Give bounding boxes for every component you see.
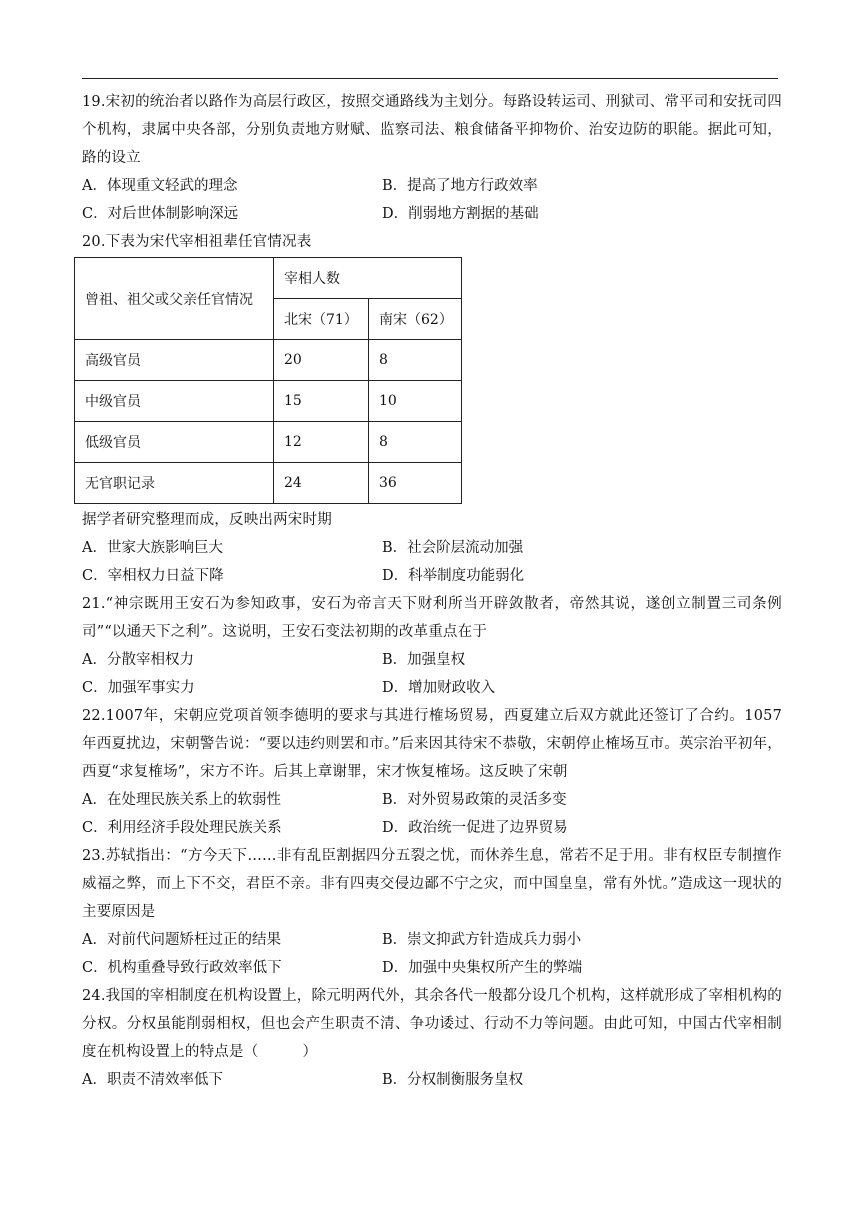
table-cell-label: 低级官员: [75, 422, 274, 463]
question-21-option-b: B．加强皇权: [382, 652, 466, 668]
question-22-option-c: C．利用经济手段处理民族关系: [82, 820, 282, 836]
question-20-option-d: D．科举制度功能弱化: [382, 568, 525, 584]
question-19-stem: 19.宋初的统治者以路作为高层行政区，按照交通路线为主划分。每路设转运司、刑狱司、常平司和安抚司四个机构，隶属中央各部，分别负责地方财赋、监察司法、粮食储备平抑物价、治安边防的职能。据此可知，路的设立: [82, 94, 782, 166]
question-21: [82, 590, 782, 702]
question-19-option-d: D．削弱地方割据的基础: [382, 206, 539, 222]
table-row: [75, 422, 462, 463]
table-col-southern-song: 南宋（62）: [369, 299, 462, 340]
question-24-stem: 24.我国的宰相制度在机构设置上，除元明两代外，其余各代一般都分设几个机构，这样就形成了宰相机构的分权。分权虽能削弱相权，但也会产生职责不清、争功诿过、行动不力等问题。由此可知，中国古代宰相制度在机构设置上的特点是（ ）: [82, 988, 782, 1060]
question-22-option-b: B．对外贸易政策的灵活多变: [382, 792, 567, 808]
table-col-northern-song: 北宋（71）: [274, 299, 369, 340]
question-19-option-b: B．提高了地方行政效率: [382, 178, 538, 194]
question-19-option-a: A．体现重文轻武的理念: [82, 178, 238, 194]
table-row: [75, 463, 462, 504]
question-21-option-a: A．分散宰相权力: [82, 652, 194, 668]
question-23: [82, 842, 782, 982]
question-22-stem: 22.1007年，宋朝应党项首领李德明的要求与其进行榷场贸易，西夏建立后双方就此还签订了合约。1057年西夏扰边，宋朝警告说：“要以违约则罢和市。”后来因其待宋不恭敬，宋朝停止榷场互市。英宗治平初年，西夏“求复榷场”，宋方不许。后其上章谢罪，宋才恢复榷场。这反映了宋朝: [82, 708, 782, 780]
question-24: [82, 982, 782, 1094]
question-19: [82, 88, 782, 228]
table-row: [75, 381, 462, 422]
question-22: [82, 702, 782, 842]
question-22-option-d: D．政治统一促进了边界贸易: [382, 820, 568, 836]
question-20-option-a: A．世家大族影响巨大: [82, 540, 223, 556]
question-21-option-c: C．加强军事实力: [82, 680, 195, 696]
table-group-header: 宰相人数: [274, 258, 462, 299]
question-23-option-d: D．加强中央集权所产生的弊端: [382, 960, 583, 976]
table-cell-value: 8: [369, 340, 462, 381]
question-24-option-b: B．分权制衡服务皇权: [382, 1072, 524, 1088]
table-cell-label: 无官职记录: [75, 463, 274, 504]
table-cell-value: 8: [369, 422, 462, 463]
question-21-stem: 21.“神宗既用王安石为参知政事，安石为帝言天下财利所当开辟敛散者，帝然其说，遂创立制置三司条例司”“以通天下之利”。这说明，王安石变法初期的改革重点在于: [82, 596, 782, 640]
question-23-option-c: C．机构重叠导致行政效率低下: [82, 960, 282, 976]
question-20: [82, 228, 782, 590]
chancellor-ancestry-table: [74, 257, 462, 504]
table-cell-value: 20: [274, 340, 369, 381]
question-23-option-a: A．对前代问题矫枉过正的结果: [82, 932, 281, 948]
table-cell-value: 36: [369, 463, 462, 504]
header-rule: [82, 78, 778, 79]
question-19-option-c: C．对后世体制影响深远: [82, 206, 239, 222]
question-20-after-table: 据学者研究整理而成，反映出两宋时期: [82, 512, 332, 528]
question-20-option-c: C．宰相权力日益下降: [82, 568, 224, 584]
table-row: [75, 340, 462, 381]
table-cell-value: 12: [274, 422, 369, 463]
table-cell-value: 24: [274, 463, 369, 504]
question-21-option-d: D．增加财政收入: [382, 680, 496, 696]
question-20-stem: 20.下表为宋代宰相祖辈任官情况表: [82, 234, 312, 250]
question-23-option-b: B．崇文抑武方针造成兵力弱小: [382, 932, 582, 948]
table-cell-label: 中级官员: [75, 381, 274, 422]
question-22-option-a: A．在处理民族关系上的软弱性: [82, 792, 281, 808]
table-cell-label: 高级官员: [75, 340, 274, 381]
question-20-option-b: B．社会阶层流动加强: [382, 540, 524, 556]
table-cell-value: 15: [274, 381, 369, 422]
table-cell-value: 10: [369, 381, 462, 422]
question-24-option-a: A．职责不清效率低下: [82, 1072, 223, 1088]
question-23-stem: 23.苏轼指出：“方今天下……非有乱臣割据四分五裂之忧，而休养生息，常若不足于用。非有权臣专制擅作威福之弊，而上下不交，君臣不亲。非有四夷交侵边鄙不宁之灾，而中国皇皇，常有外忧。”造成这一现状的主要原因是: [82, 848, 782, 920]
exam-page: [82, 88, 782, 1094]
table-row-header: 曾祖、祖父或父亲任官情况: [75, 258, 274, 340]
